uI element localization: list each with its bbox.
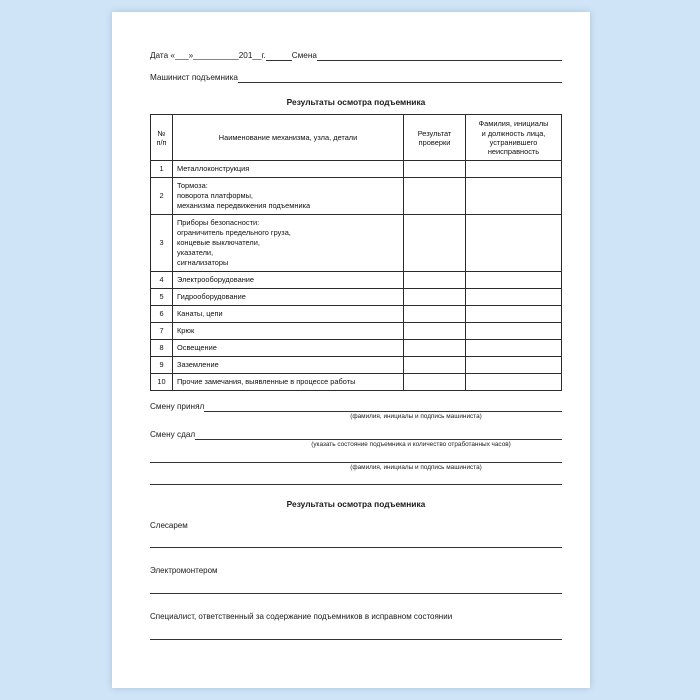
row-num: 10: [151, 374, 173, 391]
col-header-num-line2: п/п: [156, 137, 167, 147]
row-fam[interactable]: [466, 178, 562, 215]
row-num: 9: [151, 357, 173, 374]
spacer-2: [150, 594, 562, 608]
shift-handed-rule-3: [150, 474, 562, 485]
row-fam[interactable]: [466, 289, 562, 306]
table-row: [151, 306, 562, 323]
col-header-num: [151, 115, 173, 161]
row-fam[interactable]: [466, 357, 562, 374]
row-name: Крюк: [173, 323, 404, 340]
col-header-result: [404, 115, 466, 161]
row-result[interactable]: [404, 357, 466, 374]
col-header-fam-line4: неисправность: [487, 147, 540, 157]
driver-label: Машинист подъемника: [150, 73, 238, 83]
row-fam[interactable]: [466, 340, 562, 357]
section2-item-electrician: [150, 566, 562, 594]
electrician-rule: [150, 579, 562, 594]
row-name: Прочие замечания, выявленные в процессе работы: [173, 374, 404, 391]
table-row: [151, 340, 562, 357]
shift-handed-rule: [195, 430, 562, 440]
shift-accepted-row: [150, 401, 562, 412]
shift-accepted-rule: [204, 402, 562, 412]
col-header-result-line2: проверки: [418, 137, 451, 147]
row-num: 4: [151, 272, 173, 289]
row-name: Приборы безопасности: ограничитель предельного груза, концевые выключатели, указатели, сигнализаторы: [173, 215, 404, 272]
table-row: [151, 178, 562, 215]
document-sheet: [112, 12, 590, 688]
inspection-table-body: [151, 161, 562, 391]
shift-accepted-caption: (фамилия, инициалы и подпись машиниста): [350, 413, 482, 421]
table-row: [151, 289, 562, 306]
table-row: [151, 272, 562, 289]
specialist-label: Специалист, ответственный за содержание подъемников в исправном состоянии: [150, 612, 453, 622]
row-result[interactable]: [404, 374, 466, 391]
col-header-num-line1: №: [157, 128, 166, 138]
table-row: [151, 161, 562, 178]
driver-row: [150, 72, 562, 83]
row-name: Освещение: [173, 340, 404, 357]
section2-item-specialist: [150, 612, 562, 640]
table-title: Результаты осмотра подъемника: [286, 97, 426, 108]
row-num: 3: [151, 215, 173, 272]
shift-handed-caption: (указать состояние подъемника и количество отработанных часов): [311, 440, 511, 448]
specialist-rule: [150, 623, 562, 640]
row-result[interactable]: [404, 161, 466, 178]
row-name: Канаты, цепи: [173, 306, 404, 323]
inspection-table: [150, 114, 562, 391]
table-row: [151, 357, 562, 374]
shift-handed-label: Смену сдал: [150, 429, 196, 439]
col-header-fam-line2: и должность лица,: [481, 128, 546, 138]
row-name: Заземление: [173, 357, 404, 374]
col-header-name: Наименование механизма, узла, детали: [173, 115, 404, 161]
row-fam[interactable]: [466, 215, 562, 272]
row-result[interactable]: [404, 340, 466, 357]
document-content: [150, 50, 562, 640]
col-header-fam: [466, 115, 562, 161]
row-num: 6: [151, 306, 173, 323]
row-fam[interactable]: [466, 306, 562, 323]
row-name: Гидрооборудование: [173, 289, 404, 306]
row-result[interactable]: [404, 272, 466, 289]
locksmith-rule: [150, 533, 562, 548]
row-num: 8: [151, 340, 173, 357]
electrician-label: Электромонтером: [150, 566, 218, 576]
table-header-row: [151, 115, 562, 161]
row-num: 1: [151, 161, 173, 178]
col-header-fam-line3: устранившего: [489, 137, 538, 147]
row-result[interactable]: [404, 306, 466, 323]
row-fam[interactable]: [466, 374, 562, 391]
section2-title: Результаты осмотра подъемника: [286, 499, 426, 510]
col-header-result-line1: Результат: [417, 128, 452, 138]
driver-rule: [238, 73, 562, 83]
col-header-fam-line1: Фамилия, инициалы: [478, 119, 549, 129]
shift-handed-rule-2: [150, 452, 562, 463]
row-result[interactable]: [404, 289, 466, 306]
row-fam[interactable]: [466, 272, 562, 289]
date-rule-gap: [266, 51, 292, 61]
spacer-1: [150, 548, 562, 562]
table-row: [151, 374, 562, 391]
shift-rule: [317, 51, 562, 61]
shift-handed-caption-2: (фамилия, инициалы и подпись машиниста): [350, 463, 482, 471]
row-fam[interactable]: [466, 323, 562, 340]
section2-item-locksmith: [150, 521, 562, 549]
shift-accepted-label: Смену принял: [150, 402, 205, 412]
shift-handed-row: [150, 429, 562, 440]
date-label: Дата «___»__________201__г.: [150, 51, 266, 60]
row-result[interactable]: [404, 215, 466, 272]
row-result[interactable]: [404, 323, 466, 340]
row-name: Металлоконструкция: [173, 161, 404, 178]
locksmith-label: Слесарем: [150, 520, 188, 530]
row-num: 5: [151, 289, 173, 306]
table-row: [151, 215, 562, 272]
table-row: [151, 323, 562, 340]
row-name: Тормоза: поворота платформы, механизма передвижения подъемника: [173, 178, 404, 215]
row-name: Электрооборудование: [173, 272, 404, 289]
row-num: 7: [151, 323, 173, 340]
shift-label: Смена: [291, 51, 317, 60]
row-fam[interactable]: [466, 161, 562, 178]
date-shift-row: [150, 50, 562, 61]
row-num: 2: [151, 178, 173, 215]
signature-block: [150, 401, 562, 485]
row-result[interactable]: [404, 178, 466, 215]
